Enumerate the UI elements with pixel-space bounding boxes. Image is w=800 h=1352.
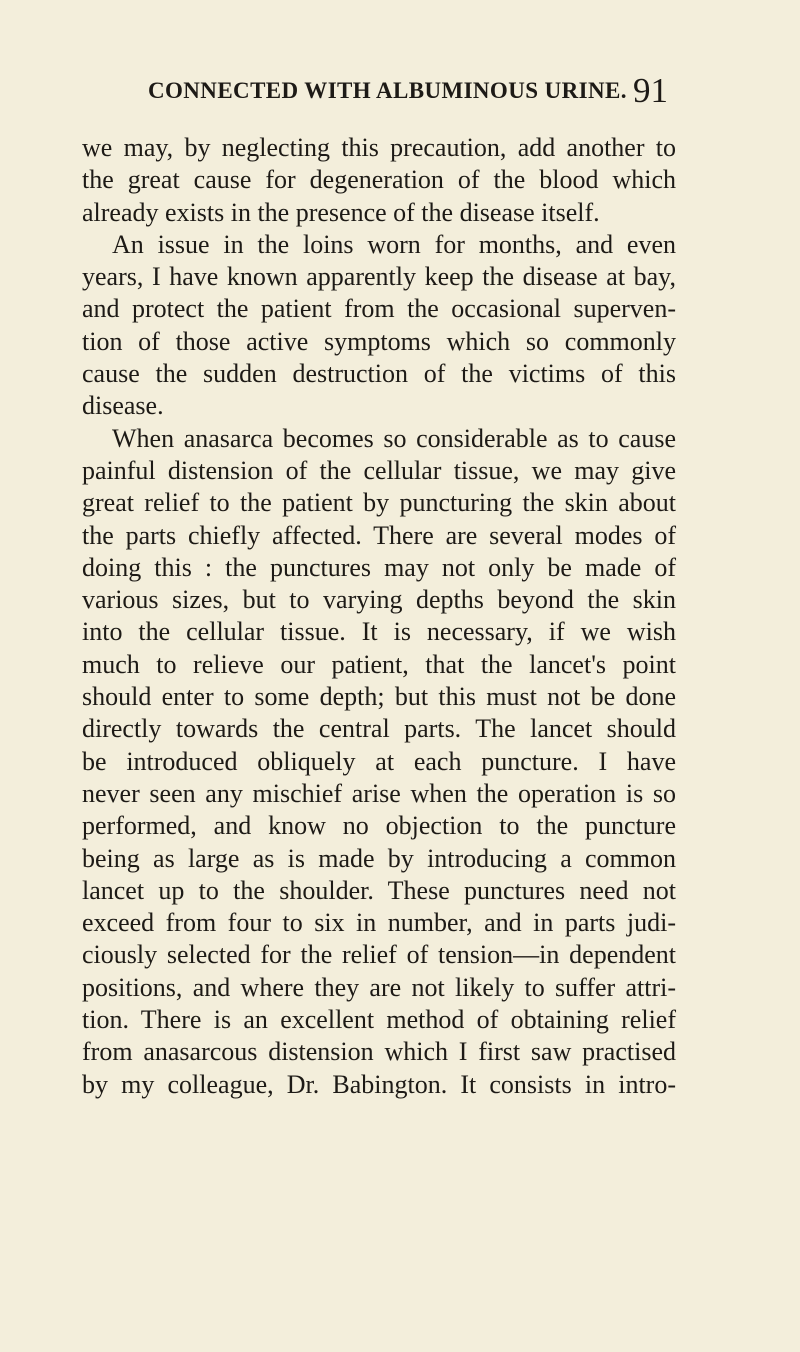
- text-line: disease.: [82, 391, 164, 421]
- text-line: painful distension of the cellular tissue, we may give: [82, 455, 676, 485]
- text-line: should enter to some depth; but this must not be done: [82, 682, 676, 712]
- text-line: be introduced obliquely at each puncture. I have: [82, 746, 676, 776]
- body-text: [82, 132, 676, 1101]
- text-line: from anasarcous distension which I first saw practised: [82, 1037, 676, 1067]
- text-line: When anasarca becomes so considerable as to cause: [112, 423, 676, 453]
- text-line: much to relieve our patient, that the lancet's point: [82, 649, 676, 679]
- text-line: tion of those active symptoms which so commonly: [82, 326, 676, 356]
- text-line: we may, by neglecting this precaution, add another to: [82, 133, 676, 162]
- text-line: tion. There is an excellent method of obtaining relief: [82, 1005, 676, 1035]
- text-line: already exists in the presence of the disease itself.: [82, 197, 600, 227]
- text-line: directly towards the central parts. The lancet should: [82, 714, 676, 744]
- text-line: performed, and know no objection to the puncture: [82, 811, 676, 841]
- text-line: positions, and where they are not likely to suffer attri-: [82, 972, 676, 1002]
- text-line: great relief to the patient by puncturing the skin about: [82, 488, 676, 518]
- text-line: ciously selected for the relief of tension—in dependent: [82, 940, 676, 970]
- running-head: [148, 71, 668, 116]
- text-line: cause the sudden destruction of the victims of this: [82, 359, 676, 389]
- text-line: An issue in the loins worn for months, and even: [112, 229, 676, 259]
- running-title: CONNECTED WITH ALBUMINOUS URINE.: [148, 78, 627, 103]
- text-line: into the cellular tissue. It is necessary, if we wish: [82, 617, 676, 647]
- text-line: the parts chiefly affected. There are several modes of: [82, 520, 676, 550]
- text-line: being as large as is made by introducing a common: [82, 843, 676, 873]
- page-number: 91: [633, 71, 668, 110]
- text-line: various sizes, but to varying depths beyond the skin: [82, 585, 676, 615]
- text-line: and protect the patient from the occasional superven-: [82, 294, 676, 324]
- text-line: years, I have known apparently keep the disease at bay,: [82, 262, 676, 292]
- text-line: never seen any mischief arise when the operation is so: [82, 778, 676, 808]
- text-line: exceed from four to six in number, and in parts judi-: [82, 908, 676, 938]
- text-line: doing this : the punctures may not only be made of: [82, 552, 676, 582]
- text-line: lancet up to the shoulder. These punctures need not: [82, 875, 676, 905]
- text-line: by my colleague, Dr. Babington. It consists in intro-: [82, 1069, 676, 1099]
- text-line: the great cause for degeneration of the blood which: [82, 165, 676, 195]
